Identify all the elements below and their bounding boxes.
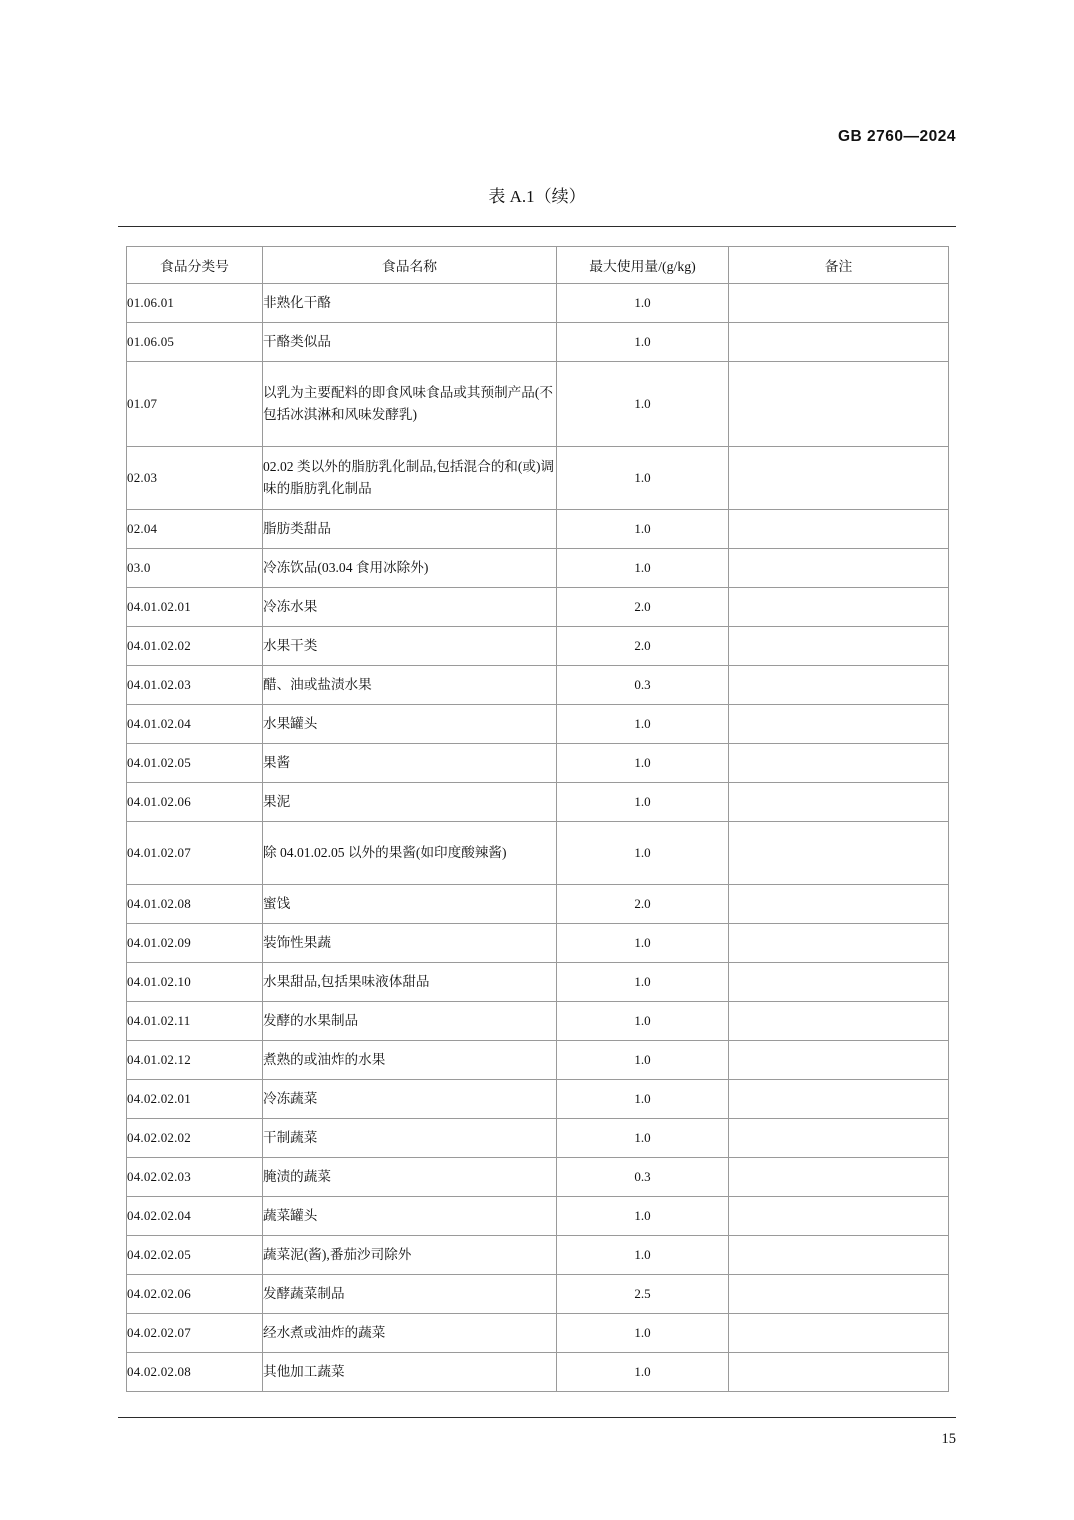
cell-food-category-code: 04.02.02.03 [127,1158,263,1197]
cell-food-name: 以乳为主要配料的即食风味食品或其预制产品(不包括冰淇淋和风味发酵乳) [263,362,557,447]
cell-note [729,1119,949,1158]
table-row [127,323,949,362]
table-header-row [127,247,949,284]
cell-note [729,705,949,744]
cell-food-name: 发酵蔬菜制品 [263,1275,557,1314]
cell-note [729,1041,949,1080]
cell-note [729,627,949,666]
cell-max-usage: 0.3 [557,666,729,705]
cell-food-name: 冷冻水果 [263,588,557,627]
cell-food-name: 煮熟的或油炸的水果 [263,1041,557,1080]
table-row [127,822,949,885]
table-row [127,1236,949,1275]
cell-food-category-code: 04.01.02.08 [127,885,263,924]
cell-note [729,963,949,1002]
cell-food-name: 除 04.01.02.05 以外的果酱(如印度酸辣酱) [263,822,557,885]
cell-food-category-code: 02.03 [127,447,263,510]
cell-max-usage: 2.0 [557,885,729,924]
table-row [127,1353,949,1392]
cell-note [729,510,949,549]
cell-food-name: 非熟化干酪 [263,284,557,323]
cell-food-name: 蔬菜泥(酱),番茄沙司除外 [263,1236,557,1275]
cell-food-category-code: 04.02.02.05 [127,1236,263,1275]
cell-note [729,1080,949,1119]
cell-note [729,447,949,510]
cell-food-category-code: 04.01.02.09 [127,924,263,963]
cell-max-usage: 2.0 [557,627,729,666]
cell-max-usage: 2.0 [557,588,729,627]
cell-max-usage: 0.3 [557,1158,729,1197]
cell-max-usage: 1.0 [557,1197,729,1236]
page-number: 15 [941,1431,956,1447]
cell-note [729,323,949,362]
cell-max-usage: 1.0 [557,1002,729,1041]
cell-food-name: 冷冻饮品(03.04 食用冰除外) [263,549,557,588]
cell-food-name: 02.02 类以外的脂肪乳化制品,包括混合的和(或)调味的脂肪乳化制品 [263,447,557,510]
cell-note [729,1314,949,1353]
cell-food-category-code: 01.06.05 [127,323,263,362]
cell-note [729,822,949,885]
cell-food-category-code: 04.02.02.01 [127,1080,263,1119]
cell-food-category-code: 04.01.02.03 [127,666,263,705]
cell-max-usage: 1.0 [557,510,729,549]
table-header [127,247,949,284]
cell-note [729,783,949,822]
cell-food-category-code: 04.01.02.05 [127,744,263,783]
cell-max-usage: 1.0 [557,284,729,323]
cell-food-name: 醋、油或盐渍水果 [263,666,557,705]
cell-food-category-code: 01.07 [127,362,263,447]
table-row [127,1041,949,1080]
table-body [127,284,949,1392]
column-header-code: 食品分类号 [127,247,263,284]
cell-food-name: 腌渍的蔬菜 [263,1158,557,1197]
cell-note [729,885,949,924]
cell-food-category-code: 04.02.02.02 [127,1119,263,1158]
cell-food-category-code: 04.01.02.10 [127,963,263,1002]
cell-note [729,1275,949,1314]
table-row [127,783,949,822]
cell-note [729,744,949,783]
cell-food-category-code: 04.01.02.02 [127,627,263,666]
cell-food-name: 干制蔬菜 [263,1119,557,1158]
cell-food-category-code: 04.01.02.07 [127,822,263,885]
cell-max-usage: 1.0 [557,323,729,362]
cell-max-usage: 1.0 [557,1314,729,1353]
cell-max-usage: 1.0 [557,447,729,510]
table-row [127,1158,949,1197]
cell-max-usage: 1.0 [557,705,729,744]
cell-max-usage: 1.0 [557,1353,729,1392]
cell-food-name: 蜜饯 [263,885,557,924]
cell-food-name: 发酵的水果制品 [263,1002,557,1041]
cell-food-name: 经水煮或油炸的蔬菜 [263,1314,557,1353]
cell-note [729,1353,949,1392]
cell-food-name: 脂肪类甜品 [263,510,557,549]
cell-max-usage: 2.5 [557,1275,729,1314]
cell-max-usage: 1.0 [557,1041,729,1080]
cell-food-category-code: 04.01.02.11 [127,1002,263,1041]
additive-usage-table [126,246,949,1392]
cell-max-usage: 1.0 [557,963,729,1002]
cell-max-usage: 1.0 [557,924,729,963]
table-row [127,1119,949,1158]
cell-max-usage: 1.0 [557,744,729,783]
table-row [127,588,949,627]
column-header-max: 最大使用量/(g/kg) [557,247,729,284]
cell-note [729,1002,949,1041]
cell-food-category-code: 02.04 [127,510,263,549]
cell-food-name: 果酱 [263,744,557,783]
cell-food-category-code: 04.01.02.12 [127,1041,263,1080]
table-row [127,1275,949,1314]
cell-food-name: 水果干类 [263,627,557,666]
table-row [127,549,949,588]
cell-food-category-code: 04.02.02.08 [127,1353,263,1392]
cell-food-category-code: 04.02.02.06 [127,1275,263,1314]
cell-food-name: 其他加工蔬菜 [263,1353,557,1392]
table-row [127,1314,949,1353]
table-row [127,744,949,783]
column-header-note: 备注 [729,247,949,284]
table-row [127,1197,949,1236]
table-row [127,447,949,510]
table-row [127,666,949,705]
cell-max-usage: 1.0 [557,783,729,822]
cell-note [729,1197,949,1236]
table-row [127,1002,949,1041]
cell-food-name: 果泥 [263,783,557,822]
table-row [127,510,949,549]
cell-food-name: 水果甜品,包括果味液体甜品 [263,963,557,1002]
table-caption: 表 A.1（续） [488,187,586,206]
cell-note [729,588,949,627]
cell-note [729,549,949,588]
table-row [127,362,949,447]
cell-note [729,924,949,963]
cell-food-category-code: 03.0 [127,549,263,588]
table-row [127,924,949,963]
table-row [127,284,949,323]
table-row [127,963,949,1002]
cell-food-category-code: 04.02.02.07 [127,1314,263,1353]
cell-max-usage: 1.0 [557,822,729,885]
cell-food-name: 干酪类似品 [263,323,557,362]
table-row [127,885,949,924]
cell-food-category-code: 04.01.02.04 [127,705,263,744]
cell-max-usage: 1.0 [557,1119,729,1158]
cell-note [729,362,949,447]
cell-food-name: 装饰性果蔬 [263,924,557,963]
column-header-name: 食品名称 [263,247,557,284]
cell-note [729,666,949,705]
cell-food-category-code: 04.02.02.04 [127,1197,263,1236]
table-row [127,627,949,666]
cell-note [729,1158,949,1197]
cell-max-usage: 1.0 [557,549,729,588]
cell-max-usage: 1.0 [557,1080,729,1119]
cell-food-name: 蔬菜罐头 [263,1197,557,1236]
table-row [127,1080,949,1119]
cell-food-category-code: 04.01.02.06 [127,783,263,822]
table-row [127,705,949,744]
standard-code-header: GB 2760—2024 [837,128,956,145]
cell-food-category-code: 01.06.01 [127,284,263,323]
cell-food-name: 冷冻蔬菜 [263,1080,557,1119]
cell-max-usage: 1.0 [557,362,729,447]
footer-rule [118,1417,956,1418]
cell-max-usage: 1.0 [557,1236,729,1275]
header-rule [118,226,956,227]
cell-food-name: 水果罐头 [263,705,557,744]
cell-food-category-code: 04.01.02.01 [127,588,263,627]
cell-note [729,284,949,323]
cell-note [729,1236,949,1275]
